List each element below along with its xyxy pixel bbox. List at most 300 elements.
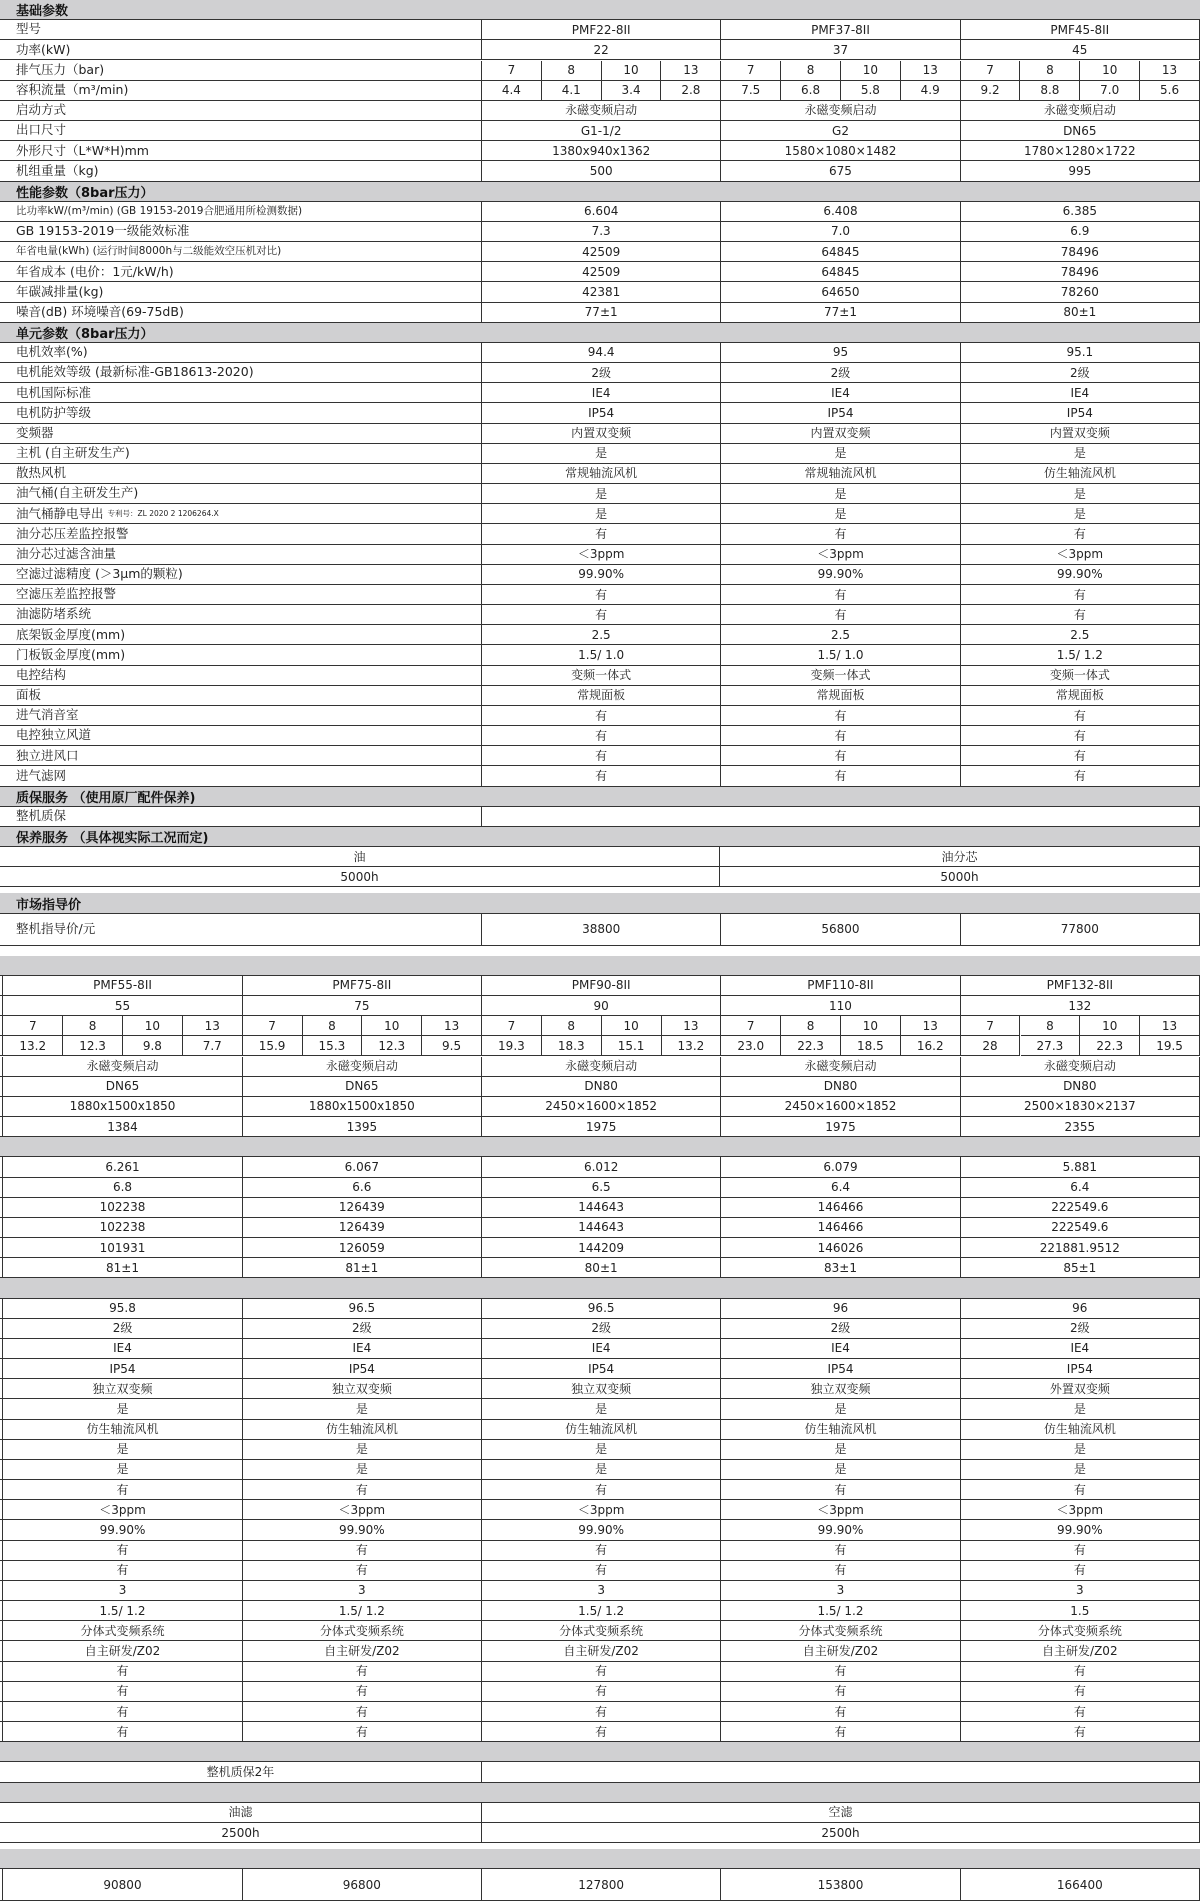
value-cell: 有 bbox=[721, 585, 960, 605]
pressure-cell: 13 bbox=[1140, 61, 1200, 81]
pressure-cell: 8.8 bbox=[1020, 81, 1080, 101]
value-cell: 仿生轴流风机 bbox=[482, 1420, 721, 1440]
row-label: 电机国际标准 bbox=[0, 383, 482, 403]
value-cell: PMF110-8II bbox=[721, 976, 960, 996]
value-cell: DN65 bbox=[3, 1077, 242, 1097]
value-cell: 85±1 bbox=[961, 1258, 1200, 1278]
pressure-cell: 10 bbox=[1080, 1016, 1140, 1036]
value-cell: 独立双变频 bbox=[482, 1379, 721, 1399]
value-cell: PMF37-8II bbox=[721, 20, 960, 40]
value-cell: 是 bbox=[3, 1460, 242, 1480]
value-cell: 99.90% bbox=[243, 1520, 482, 1540]
pressure-cell: 10 bbox=[123, 1016, 183, 1036]
row-label: 型号 bbox=[0, 20, 482, 40]
value-cell: 有 bbox=[961, 706, 1200, 726]
table-row bbox=[0, 424, 1200, 444]
value-cell: IE4 bbox=[243, 1339, 482, 1359]
value-cell: 6.604 bbox=[482, 202, 721, 222]
value-cell: 是 bbox=[721, 444, 960, 464]
value-cell: 有 bbox=[961, 1541, 1200, 1561]
warranty-value: 整机质保2年 bbox=[0, 1762, 482, 1782]
value-cell: 永磁变频启动 bbox=[961, 1057, 1200, 1077]
value-cell: 7.0 bbox=[721, 222, 960, 242]
warranty-row bbox=[0, 807, 1200, 827]
pressure-cell: 9.8 bbox=[123, 1036, 183, 1056]
value-cell: 6.261 bbox=[3, 1157, 242, 1177]
table-row bbox=[0, 1520, 1200, 1540]
value-cell: PMF55-8II bbox=[3, 976, 242, 996]
value-cell: 有 bbox=[243, 1541, 482, 1561]
value-cell: 分体式变频系统 bbox=[243, 1621, 482, 1641]
value-cell: 是 bbox=[961, 1399, 1200, 1419]
row-label: 油分芯压差监控报警 bbox=[0, 524, 482, 544]
table-row bbox=[0, 1662, 1200, 1682]
value-cell: 常规面板 bbox=[961, 686, 1200, 706]
pressure-cell: 15.1 bbox=[602, 1036, 662, 1056]
price-row bbox=[0, 1869, 1200, 1901]
row-label: 噪音(dB) 环境噪音(69-75dB) bbox=[0, 303, 482, 323]
row-label: 底架钣金厚度(mm) bbox=[0, 625, 482, 645]
spacer bbox=[0, 946, 1200, 956]
value-cell: 83±1 bbox=[721, 1258, 960, 1278]
pressure-cell: 7 bbox=[721, 61, 781, 81]
value-cell: 56800 bbox=[721, 914, 960, 946]
row-label: 面板 bbox=[0, 686, 482, 706]
pressure-cell: 23.0 bbox=[721, 1036, 781, 1056]
value-cell: 3 bbox=[721, 1581, 960, 1601]
value-cell: 有 bbox=[961, 1682, 1200, 1702]
value-cell: 126439 bbox=[243, 1198, 482, 1218]
value-cell: 有 bbox=[961, 1662, 1200, 1682]
value-cell: 独立双变频 bbox=[243, 1379, 482, 1399]
pressure-cell: 4.1 bbox=[542, 81, 602, 101]
pressure-cell: 8 bbox=[1021, 1016, 1081, 1036]
warranty-title: 质保服务 （使用原厂配件保养) bbox=[0, 787, 1200, 807]
table-row bbox=[0, 383, 1200, 403]
value-cell: 5.881 bbox=[961, 1157, 1200, 1177]
value-cell: 90 bbox=[482, 996, 721, 1016]
value-cell: 126439 bbox=[243, 1218, 482, 1238]
value-cell: 有 bbox=[482, 585, 721, 605]
value-cell: 分体式变频系统 bbox=[3, 1621, 242, 1641]
pressure-cell: 12.3 bbox=[63, 1036, 123, 1056]
value-cell: DN80 bbox=[482, 1077, 721, 1097]
patent-note: 专利号：ZL 2020 2 1206264.X bbox=[107, 509, 219, 519]
row-label: 空滤过滤精度 (＞3μm的颗粒) bbox=[0, 565, 482, 585]
value-cell: 有 bbox=[482, 524, 721, 544]
pressure-cell: 13 bbox=[901, 1016, 961, 1036]
table-row bbox=[0, 1097, 1200, 1117]
value-cell: 166400 bbox=[961, 1869, 1200, 1901]
value-cell: ＜3ppm bbox=[961, 545, 1200, 565]
table-row bbox=[0, 1682, 1200, 1702]
pressure-cell: 9.5 bbox=[422, 1036, 482, 1056]
table-row bbox=[0, 605, 1200, 625]
table-row bbox=[0, 766, 1200, 786]
value-cell: 153800 bbox=[721, 1869, 960, 1901]
table-row bbox=[0, 363, 1200, 383]
value-cell: 144643 bbox=[482, 1198, 721, 1218]
table-row bbox=[0, 1581, 1200, 1601]
maint-cell: 5000h bbox=[720, 867, 1200, 887]
row-label: 变频器 bbox=[0, 424, 482, 444]
value-cell: 有 bbox=[961, 766, 1200, 786]
table-row bbox=[0, 1319, 1200, 1339]
row-label: 油分芯过滤含油量 bbox=[0, 545, 482, 565]
table-row bbox=[0, 585, 1200, 605]
value-cell: DN80 bbox=[961, 1077, 1200, 1097]
table-row bbox=[0, 625, 1200, 645]
value-cell: 132 bbox=[961, 996, 1200, 1016]
value-cell: 独立双变频 bbox=[3, 1379, 242, 1399]
value-cell: 有 bbox=[482, 605, 721, 625]
value-cell: 独立双变频 bbox=[721, 1379, 960, 1399]
value-cell: 是 bbox=[721, 1440, 960, 1460]
value-cell: 有 bbox=[721, 1541, 960, 1561]
warranty-empty bbox=[482, 1762, 1200, 1782]
table-row bbox=[0, 976, 1200, 996]
table-row bbox=[0, 484, 1200, 504]
table-row bbox=[0, 1601, 1200, 1621]
pressure-cell: 10 bbox=[1080, 61, 1140, 81]
value-cell: 2级 bbox=[961, 1319, 1200, 1339]
value-cell: 是 bbox=[482, 1399, 721, 1419]
pressure-cell: 10 bbox=[841, 61, 901, 81]
value-cell: 有 bbox=[482, 1662, 721, 1682]
table-row bbox=[0, 1460, 1200, 1480]
value-cell: 96.5 bbox=[482, 1299, 721, 1319]
maintenance-items-row bbox=[0, 1803, 1200, 1823]
value-cell: 有 bbox=[721, 1682, 960, 1702]
value-cell: 2355 bbox=[961, 1117, 1200, 1137]
value-cell: 102238 bbox=[3, 1218, 242, 1238]
value-cell: 有 bbox=[721, 524, 960, 544]
value-cell: 仿生轴流风机 bbox=[961, 464, 1200, 484]
value-cell: 内置双变频 bbox=[961, 424, 1200, 444]
value-cell: 有 bbox=[243, 1662, 482, 1682]
value-cell: 995 bbox=[961, 161, 1200, 181]
value-cell: 常规面板 bbox=[482, 686, 721, 706]
value-cell: 变频一体式 bbox=[721, 666, 960, 686]
row-label: 年省成本 (电价：1元/kW/h) bbox=[0, 262, 482, 282]
value-cell: 自主研发/Z02 bbox=[3, 1641, 242, 1661]
value-cell: 永磁变频启动 bbox=[482, 1057, 721, 1077]
value-cell: 1780×1280×1722 bbox=[961, 141, 1200, 161]
value-cell: 96800 bbox=[243, 1869, 482, 1901]
section-title: 性能参数（8bar压力） bbox=[0, 182, 1200, 202]
value-cell: IP54 bbox=[961, 403, 1200, 423]
table-row bbox=[0, 464, 1200, 484]
value-cell: 有 bbox=[243, 1682, 482, 1702]
section-bar bbox=[0, 1137, 1200, 1157]
row-label: 功率(kW) bbox=[0, 40, 482, 60]
value-cell: IE4 bbox=[721, 1339, 960, 1359]
price-title: 市场指导价 bbox=[0, 893, 1200, 913]
value-cell: 222549.6 bbox=[961, 1198, 1200, 1218]
section-bar bbox=[0, 1278, 1200, 1298]
pressure-cell: 9.2 bbox=[961, 81, 1021, 101]
value-cell: 146026 bbox=[721, 1238, 960, 1258]
value-cell: 80±1 bbox=[482, 1258, 721, 1278]
value-cell: 3 bbox=[3, 1581, 242, 1601]
table-row bbox=[0, 1157, 1200, 1177]
value-cell: 有 bbox=[961, 1702, 1200, 1722]
value-cell: IE4 bbox=[482, 1339, 721, 1359]
pressure-cell: 7 bbox=[243, 1016, 303, 1036]
value-cell: 有 bbox=[721, 746, 960, 766]
pressure-cell: 10 bbox=[602, 1016, 662, 1036]
table-row bbox=[0, 1238, 1200, 1258]
maint-cell: 油分芯 bbox=[720, 847, 1200, 867]
pressure-cell: 2.8 bbox=[661, 81, 721, 101]
value-cell: 有 bbox=[3, 1682, 242, 1702]
value-cell: 1975 bbox=[721, 1117, 960, 1137]
maint-cell: 2500h bbox=[482, 1823, 1200, 1843]
value-cell: 64845 bbox=[721, 262, 960, 282]
pressure-cell: 7.5 bbox=[721, 81, 781, 101]
table-row bbox=[0, 996, 1200, 1016]
pressure-cell: 7 bbox=[482, 61, 542, 81]
value-cell: 是 bbox=[243, 1460, 482, 1480]
pressure-cell: 22.3 bbox=[781, 1036, 841, 1056]
value-cell: 81±1 bbox=[3, 1258, 242, 1278]
value-cell: PMF90-8II bbox=[482, 976, 721, 996]
value-cell: 6.012 bbox=[482, 1157, 721, 1177]
pressure-cell: 13 bbox=[1140, 1016, 1200, 1036]
table-row bbox=[0, 262, 1200, 282]
value-cell: 分体式变频系统 bbox=[961, 1621, 1200, 1641]
value-cell: IP54 bbox=[482, 403, 721, 423]
value-cell: 221881.9512 bbox=[961, 1238, 1200, 1258]
value-cell: 77±1 bbox=[721, 303, 960, 323]
table-row bbox=[0, 1178, 1200, 1198]
value-cell: 是 bbox=[961, 504, 1200, 524]
value-cell: 99.90% bbox=[961, 1520, 1200, 1540]
pressure-cell: 7.7 bbox=[183, 1036, 243, 1056]
row-label: 进气滤网 bbox=[0, 766, 482, 786]
value-cell: 有 bbox=[3, 1561, 242, 1581]
value-cell: IE4 bbox=[3, 1339, 242, 1359]
value-cell: 222549.6 bbox=[961, 1218, 1200, 1238]
value-cell: 永磁变频启动 bbox=[482, 101, 721, 121]
pressure-cell: 16.2 bbox=[901, 1036, 961, 1056]
table-row bbox=[0, 242, 1200, 262]
table-row bbox=[0, 161, 1200, 181]
value-cell: 是 bbox=[482, 1440, 721, 1460]
value-cell: 2级 bbox=[482, 363, 721, 383]
table-row bbox=[0, 1218, 1200, 1238]
pressure-cell: 4.4 bbox=[482, 81, 542, 101]
value-cell: 99.90% bbox=[721, 1520, 960, 1540]
value-cell: 是 bbox=[721, 1399, 960, 1419]
price-bar bbox=[0, 1849, 1200, 1869]
value-cell: 96 bbox=[961, 1299, 1200, 1319]
value-cell: 102238 bbox=[3, 1198, 242, 1218]
value-cell: 有 bbox=[243, 1561, 482, 1581]
value-cell: 永磁变频启动 bbox=[3, 1057, 242, 1077]
value-cell: 99.90% bbox=[3, 1520, 242, 1540]
value-cell: 有 bbox=[721, 1480, 960, 1500]
value-cell: ＜3ppm bbox=[961, 1500, 1200, 1520]
table-row bbox=[0, 20, 1200, 40]
section-title: 单元参数（8bar压力） bbox=[0, 323, 1200, 343]
table-row bbox=[0, 504, 1200, 524]
row-label: 独立进风口 bbox=[0, 746, 482, 766]
value-cell: 99.90% bbox=[961, 565, 1200, 585]
value-cell: 94.4 bbox=[482, 343, 721, 363]
row-label: 容积流量（m³/min) bbox=[0, 81, 482, 101]
value-cell: 95.1 bbox=[961, 343, 1200, 363]
maintenance-items-row bbox=[0, 847, 1200, 867]
table-row bbox=[0, 1016, 1200, 1036]
value-cell: 有 bbox=[961, 1722, 1200, 1742]
pressure-cell: 15.3 bbox=[303, 1036, 363, 1056]
value-cell: 6.4 bbox=[961, 1178, 1200, 1198]
value-cell: 1.5/ 1.0 bbox=[721, 645, 960, 665]
table-row bbox=[0, 61, 1200, 81]
value-cell: 96 bbox=[721, 1299, 960, 1319]
value-cell: 146466 bbox=[721, 1198, 960, 1218]
row-label: 外形尺寸（L*W*H)mm bbox=[0, 141, 482, 161]
value-cell: 110 bbox=[721, 996, 960, 1016]
value-cell: 分体式变频系统 bbox=[721, 1621, 960, 1641]
table-row bbox=[0, 101, 1200, 121]
table-row bbox=[0, 121, 1200, 141]
warranty-value bbox=[482, 807, 1200, 827]
pressure-cell: 13 bbox=[661, 61, 721, 81]
pressure-cell: 3.4 bbox=[602, 81, 662, 101]
table-row bbox=[0, 1541, 1200, 1561]
row-label: 油滤防堵系统 bbox=[0, 605, 482, 625]
value-cell: 是 bbox=[961, 1440, 1200, 1460]
table-row bbox=[0, 1500, 1200, 1520]
table-row bbox=[0, 726, 1200, 746]
maintenance-hours-row bbox=[0, 1823, 1200, 1843]
table-row bbox=[0, 202, 1200, 222]
pressure-cell: 27.3 bbox=[1021, 1036, 1081, 1056]
maintenance-bar bbox=[0, 1783, 1200, 1803]
value-cell: 75 bbox=[243, 996, 482, 1016]
value-cell: IE4 bbox=[721, 383, 960, 403]
row-label: 进气消音室 bbox=[0, 706, 482, 726]
warranty-row bbox=[0, 1762, 1200, 1782]
table-row bbox=[0, 565, 1200, 585]
value-cell: 是 bbox=[482, 444, 721, 464]
value-cell: 有 bbox=[961, 585, 1200, 605]
value-cell: DN65 bbox=[243, 1077, 482, 1097]
value-cell: 1.5/ 1.2 bbox=[3, 1601, 242, 1621]
pressure-cell: 7.0 bbox=[1080, 81, 1140, 101]
value-cell: 1580×1080×1482 bbox=[721, 141, 960, 161]
value-cell: ＜3ppm bbox=[3, 1500, 242, 1520]
table-row bbox=[0, 141, 1200, 161]
value-cell: DN65 bbox=[961, 121, 1200, 141]
table-row bbox=[0, 1057, 1200, 1077]
value-cell: 6.8 bbox=[3, 1178, 242, 1198]
value-cell: 2级 bbox=[243, 1319, 482, 1339]
row-label: 主机 (自主研发生产) bbox=[0, 444, 482, 464]
value-cell: 自主研发/Z02 bbox=[482, 1641, 721, 1661]
row-label: 电控独立风道 bbox=[0, 726, 482, 746]
value-cell: 6.9 bbox=[961, 222, 1200, 242]
value-cell: 42381 bbox=[482, 282, 721, 302]
value-cell: 99.90% bbox=[482, 565, 721, 585]
value-cell: 永磁变频启动 bbox=[243, 1057, 482, 1077]
row-label: 散热风机 bbox=[0, 464, 482, 484]
pressure-cell: 19.5 bbox=[1140, 1036, 1200, 1056]
value-cell: 64845 bbox=[721, 242, 960, 262]
table-row bbox=[0, 706, 1200, 726]
value-cell: 有 bbox=[961, 605, 1200, 625]
maint-cell: 空滤 bbox=[482, 1803, 1200, 1823]
value-cell: 有 bbox=[3, 1662, 242, 1682]
table-row bbox=[0, 222, 1200, 242]
price-row bbox=[0, 914, 1200, 946]
value-cell: IP54 bbox=[721, 1359, 960, 1379]
table-row bbox=[0, 1702, 1200, 1722]
maint-cell: 2500h bbox=[0, 1823, 482, 1843]
table-row bbox=[0, 343, 1200, 363]
value-cell: PMF22-8II bbox=[482, 20, 721, 40]
value-cell: 有 bbox=[482, 1480, 721, 1500]
value-cell: 仿生轴流风机 bbox=[243, 1420, 482, 1440]
pressure-cell: 10 bbox=[362, 1016, 422, 1036]
pressure-cell: 7 bbox=[961, 61, 1021, 81]
pressure-cell: 13 bbox=[901, 61, 961, 81]
value-cell: 77±1 bbox=[482, 303, 721, 323]
value-cell: 1.5 bbox=[961, 1601, 1200, 1621]
value-cell: PMF132-8II bbox=[961, 976, 1200, 996]
value-cell: 有 bbox=[482, 1561, 721, 1581]
pressure-cell: 5.8 bbox=[841, 81, 901, 101]
pressure-cell: 4.9 bbox=[901, 81, 961, 101]
value-cell: 1880x1500x1850 bbox=[3, 1097, 242, 1117]
warranty-bar bbox=[0, 1742, 1200, 1762]
value-cell: 1.5/ 1.2 bbox=[961, 645, 1200, 665]
value-cell: 95.8 bbox=[3, 1299, 242, 1319]
pressure-cell: 19.3 bbox=[482, 1036, 542, 1056]
value-cell: 2.5 bbox=[482, 625, 721, 645]
value-cell: 1395 bbox=[243, 1117, 482, 1137]
maintenance-hours-row bbox=[0, 867, 1200, 887]
value-cell: 6.6 bbox=[243, 1178, 482, 1198]
table-row bbox=[0, 1198, 1200, 1218]
value-cell: 有 bbox=[961, 1480, 1200, 1500]
maint-cell: 5000h bbox=[0, 867, 720, 887]
value-cell: 126059 bbox=[243, 1238, 482, 1258]
value-cell: 有 bbox=[3, 1480, 242, 1500]
pressure-cell: 28 bbox=[961, 1036, 1021, 1056]
value-cell: 1384 bbox=[3, 1117, 242, 1137]
pressure-cell: 10 bbox=[841, 1016, 901, 1036]
value-cell: 6.079 bbox=[721, 1157, 960, 1177]
value-cell: 有 bbox=[721, 605, 960, 625]
table-row bbox=[0, 1379, 1200, 1399]
pressure-cell: 7 bbox=[961, 1016, 1021, 1036]
value-cell: 78496 bbox=[961, 242, 1200, 262]
pressure-cell: 8 bbox=[542, 61, 602, 81]
pressure-cell: 6.8 bbox=[781, 81, 841, 101]
value-cell: 有 bbox=[482, 706, 721, 726]
value-cell: 78496 bbox=[961, 262, 1200, 282]
pressure-cell: 12.3 bbox=[362, 1036, 422, 1056]
value-cell: 55 bbox=[3, 996, 242, 1016]
value-cell: 6.385 bbox=[961, 202, 1200, 222]
pressure-cell: 8 bbox=[1020, 61, 1080, 81]
value-cell: 是 bbox=[482, 1460, 721, 1480]
value-cell: IP54 bbox=[243, 1359, 482, 1379]
pressure-cell: 18.3 bbox=[542, 1036, 602, 1056]
